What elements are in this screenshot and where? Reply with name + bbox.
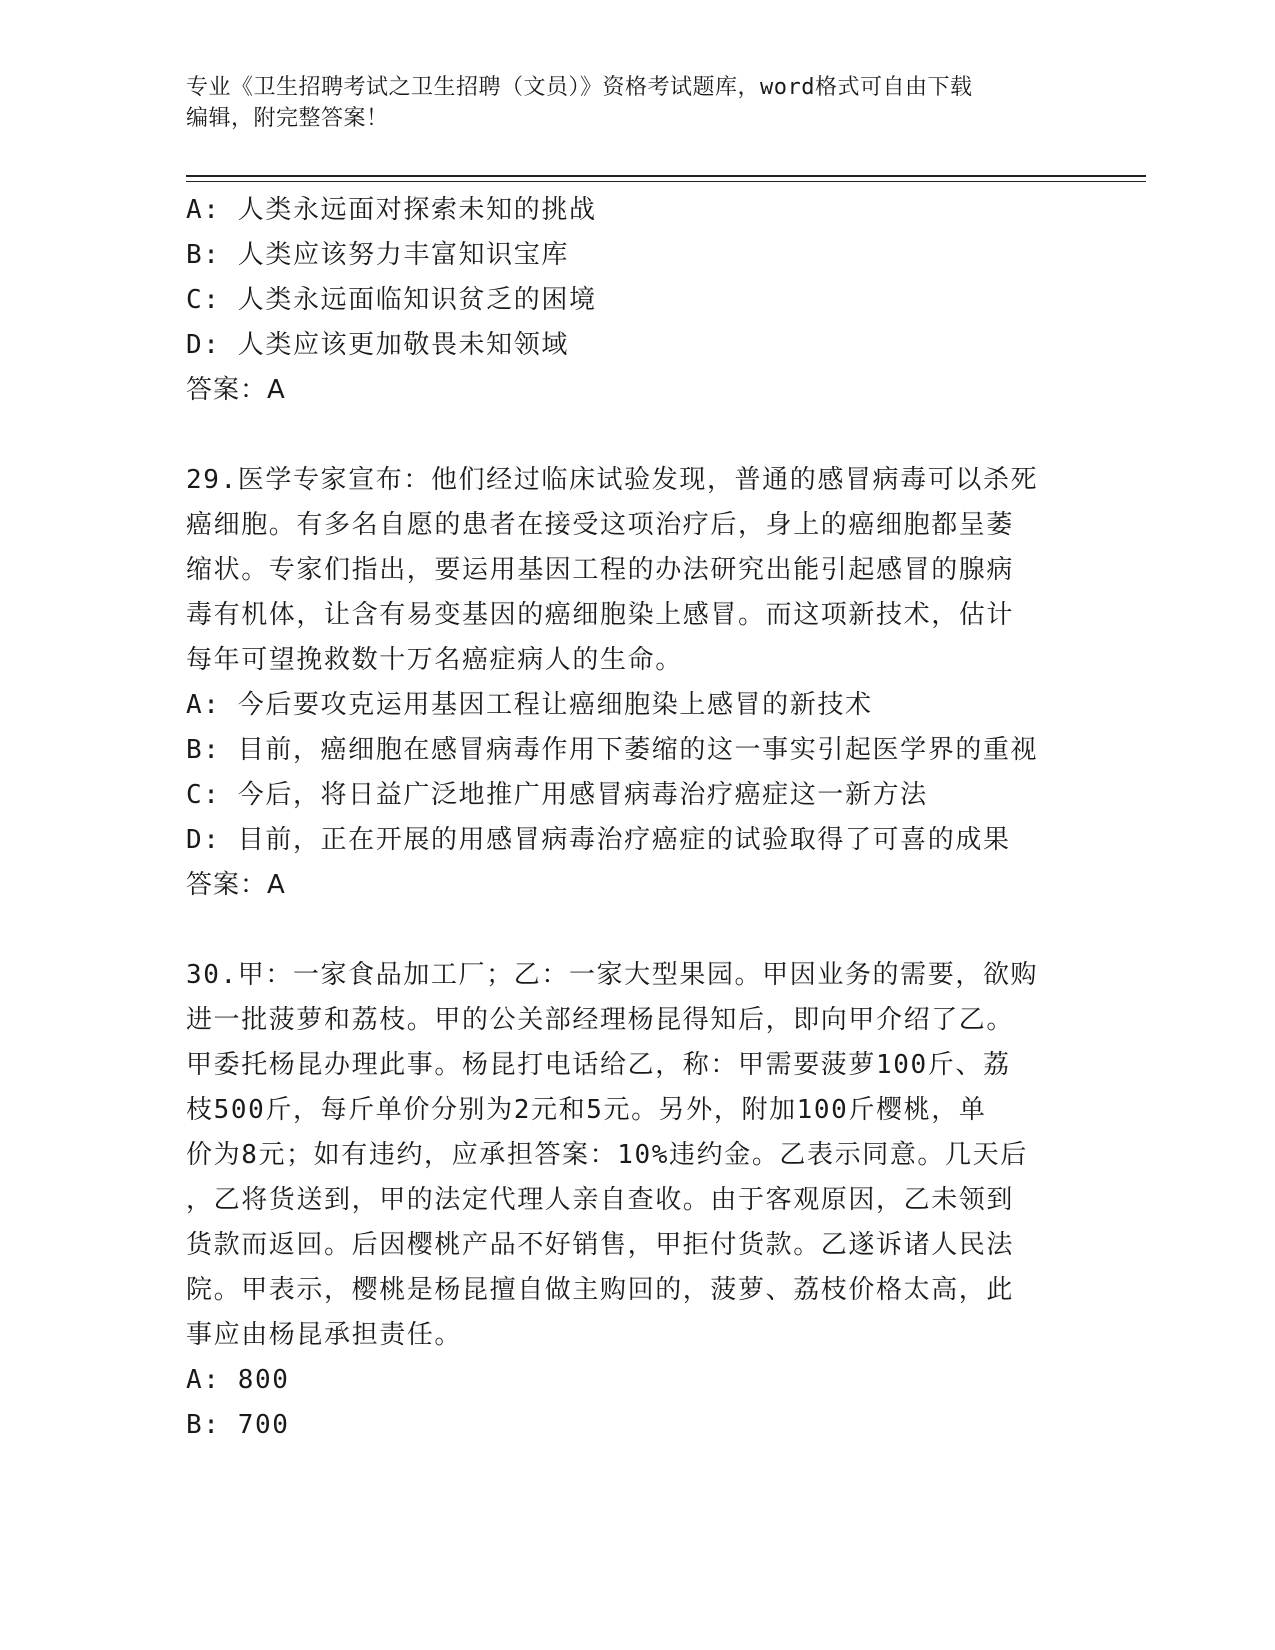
spacer [186, 908, 1066, 953]
option-d: D: 目前，正在开展的用感冒病毒治疗癌症的试验取得了可喜的成果 [186, 825, 1011, 855]
question-28-answer: 答案：A [186, 375, 286, 405]
option-b: B: 目前，癌细胞在感冒病毒作用下萎缩的这一事实引起医学界的重视 [186, 735, 1039, 765]
stem-line: 院。甲表示，樱桃是杨昆擅自做主购回的，菠萝、荔枝价格太高，此 [186, 1275, 1015, 1305]
stem-line: 甲委托杨昆办理此事。杨昆打电话给乙，称：甲需要菠萝100斤、荔 [186, 1050, 1011, 1080]
stem-line: 癌细胞。有多名自愿的患者在接受这项治疗后，身上的癌细胞都呈萎 [186, 510, 1015, 540]
header-line-1: 专业《卫生招聘考试之卫生招聘（文员）》资格考试题库，word格式可自由下载 [186, 75, 973, 100]
option-a: A: 800 [186, 1365, 290, 1395]
stem-line: ，乙将货送到，甲的法定代理人亲自查收。由于客观原因，乙未领到 [186, 1185, 1015, 1215]
option-c: C: 人类永远面临知识贫乏的困境 [186, 285, 597, 315]
stem-line: 29.医学专家宣布：他们经过临床试验发现，普通的感冒病毒可以杀死 [186, 465, 1039, 495]
stem-line: 货款而返回。后因樱桃产品不好销售，甲拒付货款。乙遂诉诸人民法 [186, 1230, 1015, 1260]
option-c: C: 今后，将日益广泛地推广用感冒病毒治疗癌症这一新方法 [186, 780, 928, 810]
stem-line: 事应由杨昆承担责任。 [186, 1320, 463, 1350]
header-divider-thick [186, 175, 1146, 177]
question-29-answer: 答案：A [186, 870, 286, 900]
question-content [186, 188, 1066, 1448]
stem-line: 毒有机体，让含有易变基因的癌细胞染上感冒。而这项新技术，估计 [186, 600, 1015, 630]
stem-line: 缩状。专家们指出，要运用基因工程的办法研究出能引起感冒的腺病 [186, 555, 1015, 585]
option-a: A: 人类永远面对探索未知的挑战 [186, 195, 597, 225]
stem-line: 枝500斤，每斤单价分别为2元和5元。另外，附加100斤樱桃，单 [186, 1095, 987, 1125]
question-29-options [186, 683, 1066, 863]
option-a: A: 今后要攻克运用基因工程让癌细胞染上感冒的新技术 [186, 690, 873, 720]
question-30-stem [186, 953, 1066, 1358]
option-d: D: 人类应该更加敬畏未知领域 [186, 330, 569, 360]
header-line-2: 编辑，附完整答案！ [186, 106, 389, 131]
stem-line: 每年可望挽救数十万名癌症病人的生命。 [186, 645, 683, 675]
option-b: B: 700 [186, 1410, 290, 1440]
question-28-options [186, 188, 1066, 368]
stem-line: 30.甲：一家食品加工厂；乙：一家大型果园。甲因业务的需要，欲购 [186, 960, 1039, 990]
option-b: B: 人类应该努力丰富知识宝库 [186, 240, 569, 270]
question-29-stem [186, 458, 1066, 683]
header-divider-thin [186, 181, 1146, 182]
stem-line: 价为8元；如有违约，应承担答案：10%违约金。乙表示同意。几天后 [186, 1140, 1028, 1170]
spacer [186, 413, 1066, 458]
stem-line: 进一批菠萝和荔枝。甲的公关部经理杨昆得知后，即向甲介绍了乙。 [186, 1005, 1015, 1035]
document-header [186, 72, 1056, 134]
question-30-options [186, 1358, 1066, 1448]
